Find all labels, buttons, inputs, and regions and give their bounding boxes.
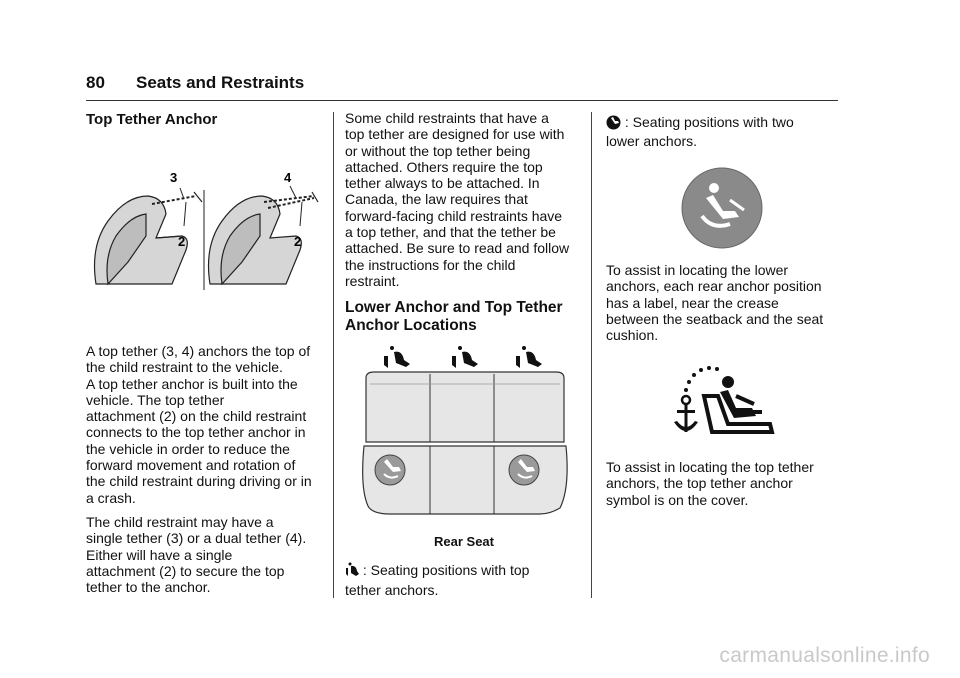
heading-top-tether-anchor: Top Tether Anchor <box>86 111 218 128</box>
column-3-bottom <box>606 459 841 516</box>
lower-anchor-legend-text: : Seating positions with two lower anchors. <box>606 114 794 150</box>
lower-anchor-legend <box>606 114 841 150</box>
paragraph-top-tether-2: The child restraint may have a single tether (3) or a dual tether (4). Either will have a single attachment (2) to secure the top tether to the anchor. <box>86 513 307 596</box>
dual-tether-child-seat <box>209 196 302 284</box>
column-2 <box>345 110 583 345</box>
child-seat-tether-illustration <box>86 166 326 296</box>
tether-legend <box>345 562 583 598</box>
column-divider-2 <box>591 112 592 598</box>
label-2a: 2 <box>178 234 186 249</box>
lower-anchor-symbol-left <box>375 455 405 485</box>
column-3 <box>606 114 841 150</box>
watermark: carmanualsonline.info <box>719 644 930 667</box>
label-2b: 2 <box>294 234 302 249</box>
lower-anchor-label-symbol <box>680 166 764 250</box>
column-3-middle <box>606 262 841 351</box>
paragraph-top-tether-1: A top tether (3, 4) anchors the top of the child restraint to the vehicle. A top tether anchor is built into the vehicle. The top tether attachment (2) on the child restraint connects to the top tether anchor in the vehicle in order to reduce the forward movement and rotation of the child restraint during driving or in a crash. <box>86 343 312 506</box>
lower-anchor-symbol-icon <box>606 115 621 133</box>
page-header <box>86 70 838 101</box>
top-tether-anchor-symbol <box>672 366 776 440</box>
rear-seat-caption: Rear Seat <box>434 534 494 549</box>
tether-dots <box>684 366 719 392</box>
seatback <box>366 372 564 442</box>
column-1-body <box>86 343 326 603</box>
column-divider-1 <box>333 112 334 598</box>
label-4: 4 <box>284 170 292 185</box>
heading-anchor-locations: Lower Anchor and Top Tether Anchor Locations <box>345 299 563 335</box>
section-title: Seats and Restraints <box>136 73 305 92</box>
paragraph-top-tether-symbol: To assist in locating the top tether anchors, the top tether anchor symbol is on the cover. <box>606 459 814 508</box>
rear-seat-illustration <box>360 338 570 518</box>
paragraph-lower-anchor-label: To assist in locating the lower anchors, each rear anchor position has a label, near the crease between the seatback and the seat cushion. <box>606 262 824 344</box>
tether-symbol-right <box>516 346 542 368</box>
tether-symbol-center <box>452 346 478 368</box>
tether-symbol-left <box>384 346 410 368</box>
tether-legend-text: : Seating positions with top tether anchors. <box>345 562 530 598</box>
column-1 <box>86 112 326 128</box>
single-tether-child-seat <box>95 196 188 284</box>
page-number: 80 <box>86 73 105 92</box>
column-2-lower <box>345 528 583 598</box>
paragraph-tether-requirements: Some child restraints that have a top tether are designed for use with or without the top tether being attached. Others require the top tether always to be attached. In Canada, the law requires that forward-facing child restraints have a top tether, and that the tether be attached. Be sure to read and follow the instructions for the child restraint. <box>345 110 570 289</box>
top-tether-symbol-icon <box>345 562 359 581</box>
label-3: 3 <box>170 170 178 185</box>
lower-anchor-symbol-right <box>509 455 539 485</box>
anchor-icon <box>674 396 698 432</box>
